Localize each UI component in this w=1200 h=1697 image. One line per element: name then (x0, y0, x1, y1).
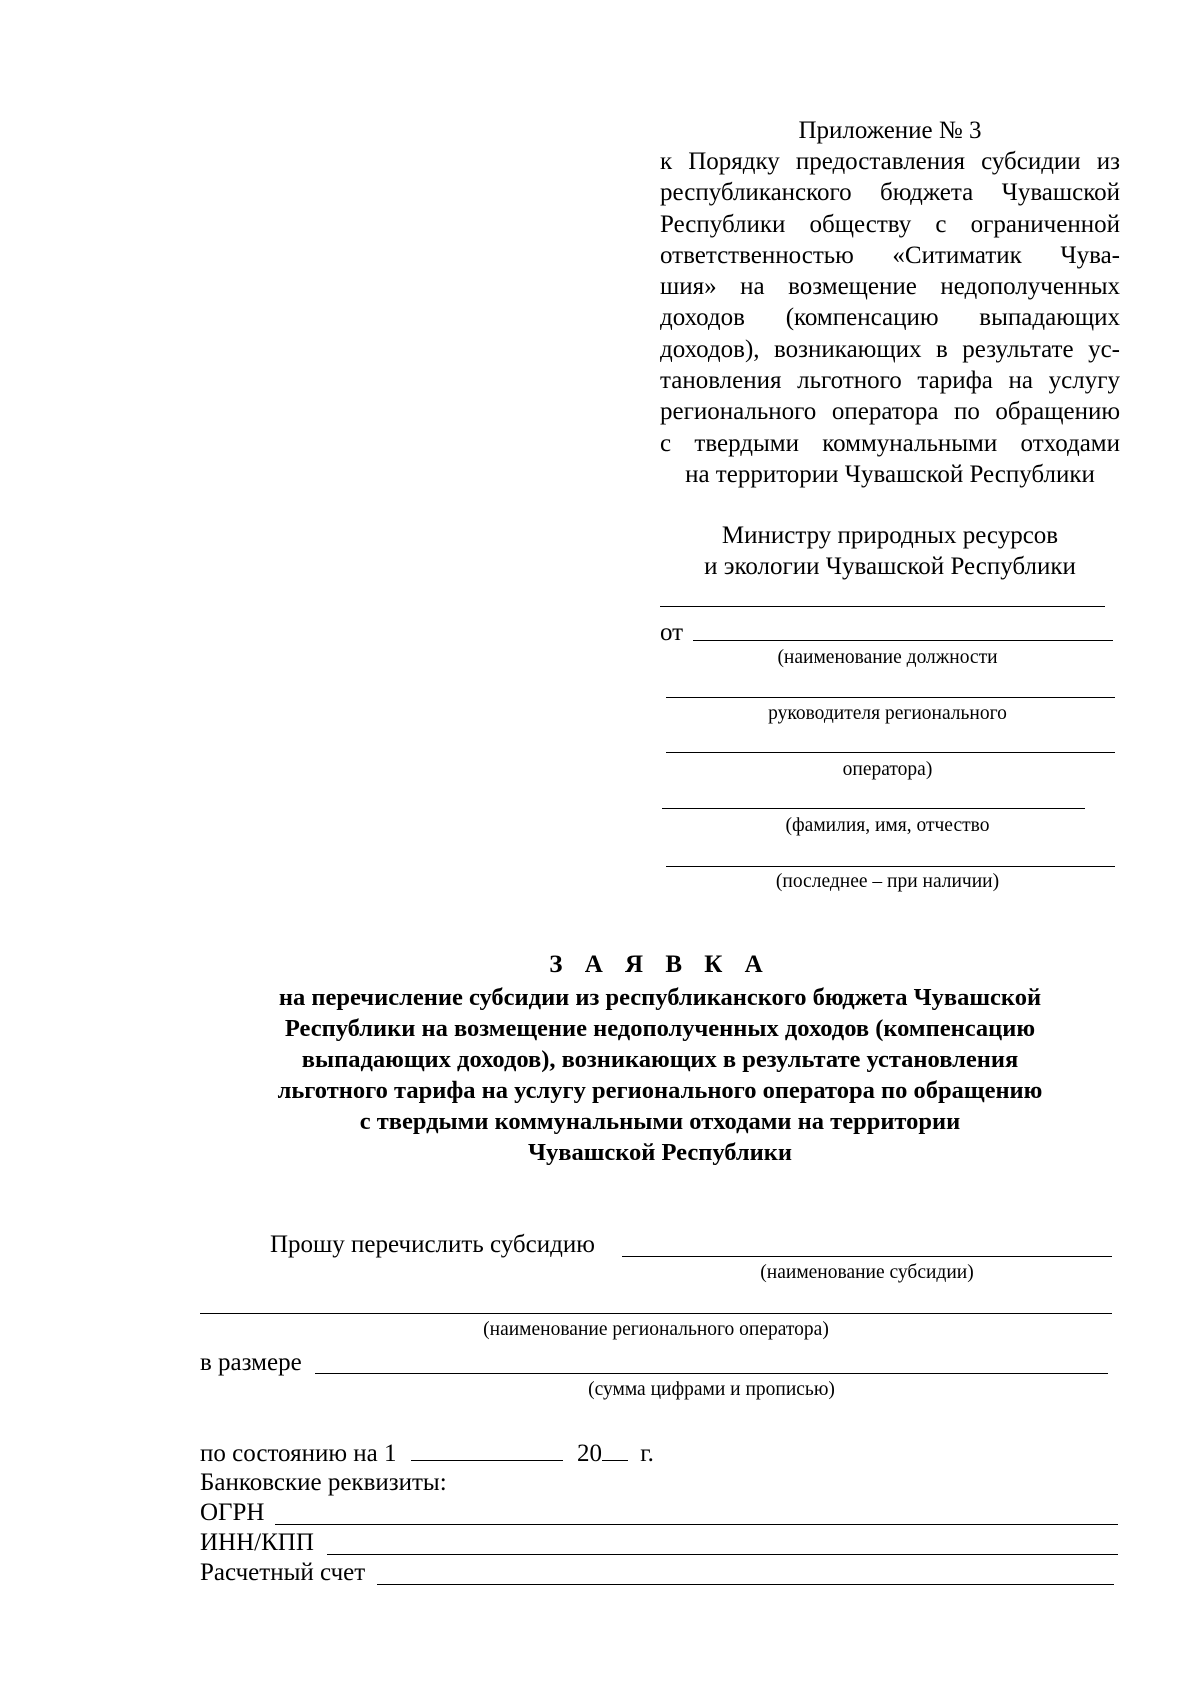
from-label: от (660, 619, 684, 646)
request-label: Прошу перечислить субсидию (270, 1231, 595, 1258)
bank-details-label: Банковские реквизиты: (200, 1469, 447, 1496)
as-of-year-field[interactable] (602, 1438, 628, 1461)
appendix-line: к Порядку предоставления субсидии из (660, 148, 1120, 175)
heading-title: З А Я В К А (549, 951, 771, 978)
appendix-title: Приложение № 3 (798, 117, 982, 144)
heading-line: с твердыми коммунальными отходами на территории (359, 1108, 961, 1135)
subsidy-caption: (наименование субсидии) (760, 1262, 974, 1283)
from-caption-manager: руководителя регионального (768, 703, 1007, 724)
from-blank-line-4[interactable] (662, 808, 1085, 809)
appendix-line: республиканского бюджета Чувашской (660, 179, 1120, 207)
from-caption-name: (фамилия, имя, отчество (785, 815, 990, 836)
appendix-line: доходов), возникающих в результате ус- (660, 335, 1120, 363)
addressee-line-1: Министру природных ресурсов (721, 522, 1059, 549)
subsidy-name-field[interactable] (622, 1256, 1112, 1257)
ogrn-field[interactable] (275, 1524, 1118, 1525)
amount-field[interactable] (315, 1373, 1108, 1374)
from-blank-line-5[interactable] (666, 866, 1115, 867)
heading-line: на перечисление субсидии из республиканского бюджета Чувашской (278, 984, 1042, 1011)
addressee-line-2: и экологии Чувашской Республики (704, 553, 1076, 580)
from-caption-patronymic: (последнее – при наличии) (775, 871, 1000, 892)
amount-caption: (сумма цифрами и прописью) (588, 1379, 835, 1400)
ogrn-label: ОГРН (200, 1499, 265, 1526)
amount-label: в размере (200, 1349, 302, 1376)
from-blank-line-3[interactable] (666, 752, 1115, 753)
as-of-date (200, 1438, 654, 1469)
heading-line: Чувашской Республики (527, 1139, 793, 1166)
appendix-line: на территории Чувашской Республики (685, 460, 1095, 488)
account-field[interactable] (377, 1584, 1114, 1585)
account-label: Расчетный счет (200, 1559, 366, 1586)
inn-kpp-label: ИНН/КПП (200, 1529, 314, 1556)
appendix-text (660, 146, 1120, 490)
appendix-line: тановления льготного тарифа на услугу (660, 367, 1120, 395)
as-of-suffix: г. (640, 1440, 654, 1467)
document-heading (120, 948, 1200, 1168)
appendix-line: ответственностью «Ситиматик Чува- (660, 241, 1120, 269)
operator-caption: (наименование регионального оператора) (483, 1319, 829, 1340)
as-of-year-prefix: 20 (576, 1440, 602, 1467)
operator-name-field[interactable] (200, 1313, 1112, 1314)
appendix-line: регионального оператора по обращению (660, 398, 1120, 426)
heading-line: выпадающих доходов), возникающих в результате установления (301, 1046, 1019, 1073)
heading-line: льготного тарифа на услугу регионального оператора по обращению (277, 1077, 1043, 1104)
appendix-line: доходов (компенсацию выпадающих (660, 304, 1120, 332)
from-blank-line[interactable] (693, 640, 1113, 641)
addressee-blank-line[interactable] (660, 606, 1105, 607)
as-of-prefix: по состоянию на 1 (200, 1440, 397, 1467)
appendix-line: с твердыми коммунальными отходами (660, 429, 1120, 457)
from-caption-position: (наименование должности (777, 647, 998, 668)
appendix-line: Республики обществу с ограниченной (660, 210, 1120, 238)
heading-line: Республики на возмещение недополученных доходов (компенсацию (284, 1015, 1036, 1042)
appendix-line: шия» на возмещение недополученных (660, 273, 1120, 301)
as-of-month-field[interactable] (411, 1438, 563, 1461)
inn-kpp-field[interactable] (327, 1554, 1118, 1555)
addressee (660, 520, 1120, 582)
from-blank-line-2[interactable] (666, 697, 1115, 698)
from-caption-operator: оператора) (842, 759, 933, 780)
